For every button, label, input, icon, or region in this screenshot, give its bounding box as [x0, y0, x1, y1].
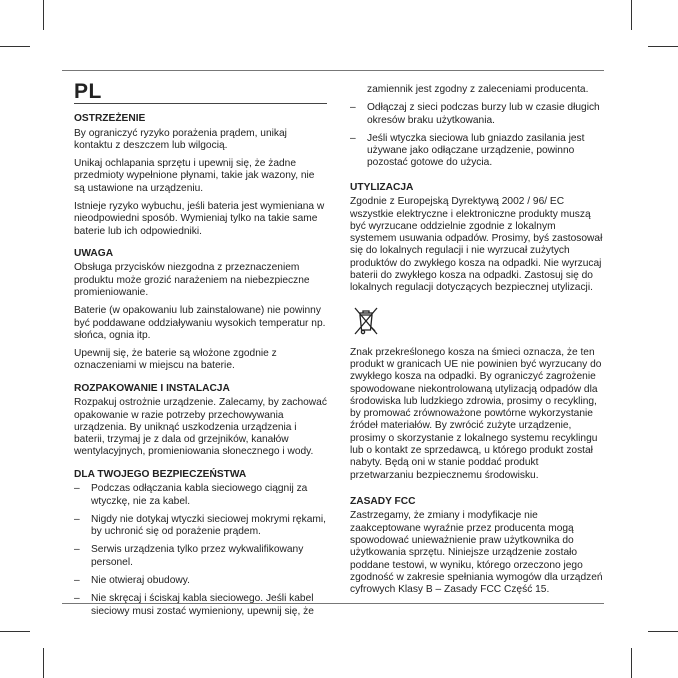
crossed-out-wheelie-bin-icon	[352, 305, 380, 335]
crop-mark	[631, 648, 632, 678]
safety-continuation: zamiennik jest zgodny z zaleceniami producenta.	[367, 84, 589, 95]
safety-list-continued	[350, 102, 604, 169]
left-column	[74, 113, 328, 628]
warning-paragraph: Unikaj ochlapania sprzętu i upewnij się, że żadne przedmioty wypełnione płynami, takie jak wazony, nie są ustawione na urządzeniu.	[74, 158, 315, 194]
safety-list-item: – Nigdy nie dotykaj wtyczki sieciowej mokrymi rękami, by uchronić się od porażenie prądem.	[74, 514, 328, 539]
crop-mark	[0, 631, 30, 632]
disposal-title: UTYLIZACJA	[350, 181, 414, 193]
caution-section	[74, 248, 328, 373]
safety-list-item: – Podczas odłączania kabla sieciowego ciągnij za wtyczkę, nie za kabel.	[74, 483, 328, 508]
safety-list-item: – Jeśli wtyczka sieciowa lub gniazdo zasilania jest używane jako odłączane urządzenie, powinno pozostać gotowe do użycia.	[350, 133, 604, 170]
safety-list-item: – Nie otwieraj obudowy.	[74, 575, 328, 587]
unpacking-paragraph: Rozpakuj ostrożnie urządzenie. Zalecamy, by zachować opakowanie w razie potrzeby przechowywania urządzenia. By uniknąć uszkodzenia urządzenia i baterii, trzymaj je z dala od grzejników, kanałów wentylacyjnych, promieniowania słonecznego i wody.	[74, 397, 327, 458]
safety-list	[74, 483, 328, 618]
crop-mark	[43, 0, 44, 30]
warning-title: OSTRZEŻENIE	[74, 113, 146, 124]
crop-mark	[43, 648, 44, 678]
crop-mark	[0, 46, 30, 47]
safety-list-item: – Odłączaj z sieci podczas burzy lub w czasie długich okresów braku użytkowania.	[350, 102, 604, 127]
warning-section	[74, 113, 328, 238]
crop-mark	[631, 0, 632, 30]
disposal-symbol-explanation: Znak przekreślonego kosza na śmieci oznacza, że ten produkt w granicach UE nie powinien być wyrzucany do zwykłego kosza na odpadki. By ograniczyć zagrożenie spowodowane niekontrolowaną utylizacją odpadów dla środowiska lub ludzkiego zdrowia, prosimy o recykling, by promować zrównoważone powtórne wykorzystanie źródeł materiałów. By zwrócić zużyte urządzenie, prosimy o skorzystanie z lokalnego systemu recyklingu lub o kontakt ze sprzedawcą, u którego produkt został nabyty. Będą oni w stanie poddać produkt przetwarzaniu bezpiecznemu środowisku.	[350, 346, 602, 481]
safety-list-item: – Serwis urządzenia tylko przez wykwalifikowany personel.	[74, 544, 328, 569]
language-heading: PL	[74, 80, 102, 103]
crop-mark	[648, 46, 678, 47]
unpacking-section	[74, 383, 328, 459]
disposal-section	[350, 182, 604, 482]
safety-continued-section	[350, 84, 604, 170]
safety-title: DLA TWOJEGO BEZPIECZEŃSTWA	[74, 468, 247, 480]
language-underline	[74, 103, 327, 104]
fcc-title: ZASADY FCC	[350, 495, 416, 507]
safety-section	[74, 469, 328, 618]
caution-paragraph: Baterie (w opakowaniu lub zainstalowane) nie powinny być poddawane oddziaływaniu wysokich temperatur np. słońca, ognia itp.	[74, 305, 326, 341]
page-top-rule	[62, 70, 604, 71]
warning-paragraph: By ograniczyć ryzyko porażenia prądem, unikaj kontaktu z deszczem lub wilgocią.	[74, 127, 287, 151]
caution-paragraph: Obsługa przycisków niezgodna z przeznaczeniem produktu może grozić narażeniem na niebezpieczne promieniowanie.	[74, 262, 310, 298]
caution-paragraph: Upewnij się, że baterie są włożone zgodnie z oznaczeniami w miejscu na baterie.	[74, 348, 277, 372]
disposal-paragraph: Zgodnie z Europejską Dyrektywą 2002 / 96/ EC wszystkie elektryczne i elektroniczne produkty muszą być wyrzucane oddzielnie zgodnie z lokalnym systemem usuwania odpadów. Prosimy, byś zastosował się do lokalnych regulacji i nie wyrzucał zużytych produktów do zwykłego kosza na odpadki. Nie wyrzucaj baterii do zwykłego kosza na odpadki. Zastosuj się do lokalnych regulacji dotyczących bezpiecznej utylizacji.	[350, 196, 603, 294]
unpacking-title: ROZPAKOWANIE I INSTALACJA	[74, 382, 230, 394]
fcc-paragraph: Zastrzegamy, że zmiany i modyfikacje nie zaakceptowane wyraźnie przez producenta mogą spowodować unieważnienie praw użytkownika do użytkowania sprzętu. Niniejsze urządzenie zostało poddane testowi, w wyniku, którego orzeczono jego zgodność w zakresie spełniania wymogów dla urządzeń cyfrowych Klasy B – Zasady FCC Część 15.	[350, 510, 603, 596]
fcc-section	[350, 496, 604, 597]
right-column	[350, 80, 604, 607]
crop-mark	[648, 631, 678, 632]
safety-list-item: – Nie skręcaj i ściskaj kabla sieciowego. Jeśli kabel sieciowy musi zostać wymieniony, upewnij się, że	[74, 593, 328, 618]
caution-title: UWAGA	[74, 247, 114, 259]
warning-paragraph: Istnieje ryzyko wybuchu, jeśli bateria jest wymieniana w nieodpowiedni sposób. Wymieniaj tylko na takie same baterie lub ich odpowiedniki.	[74, 200, 325, 237]
